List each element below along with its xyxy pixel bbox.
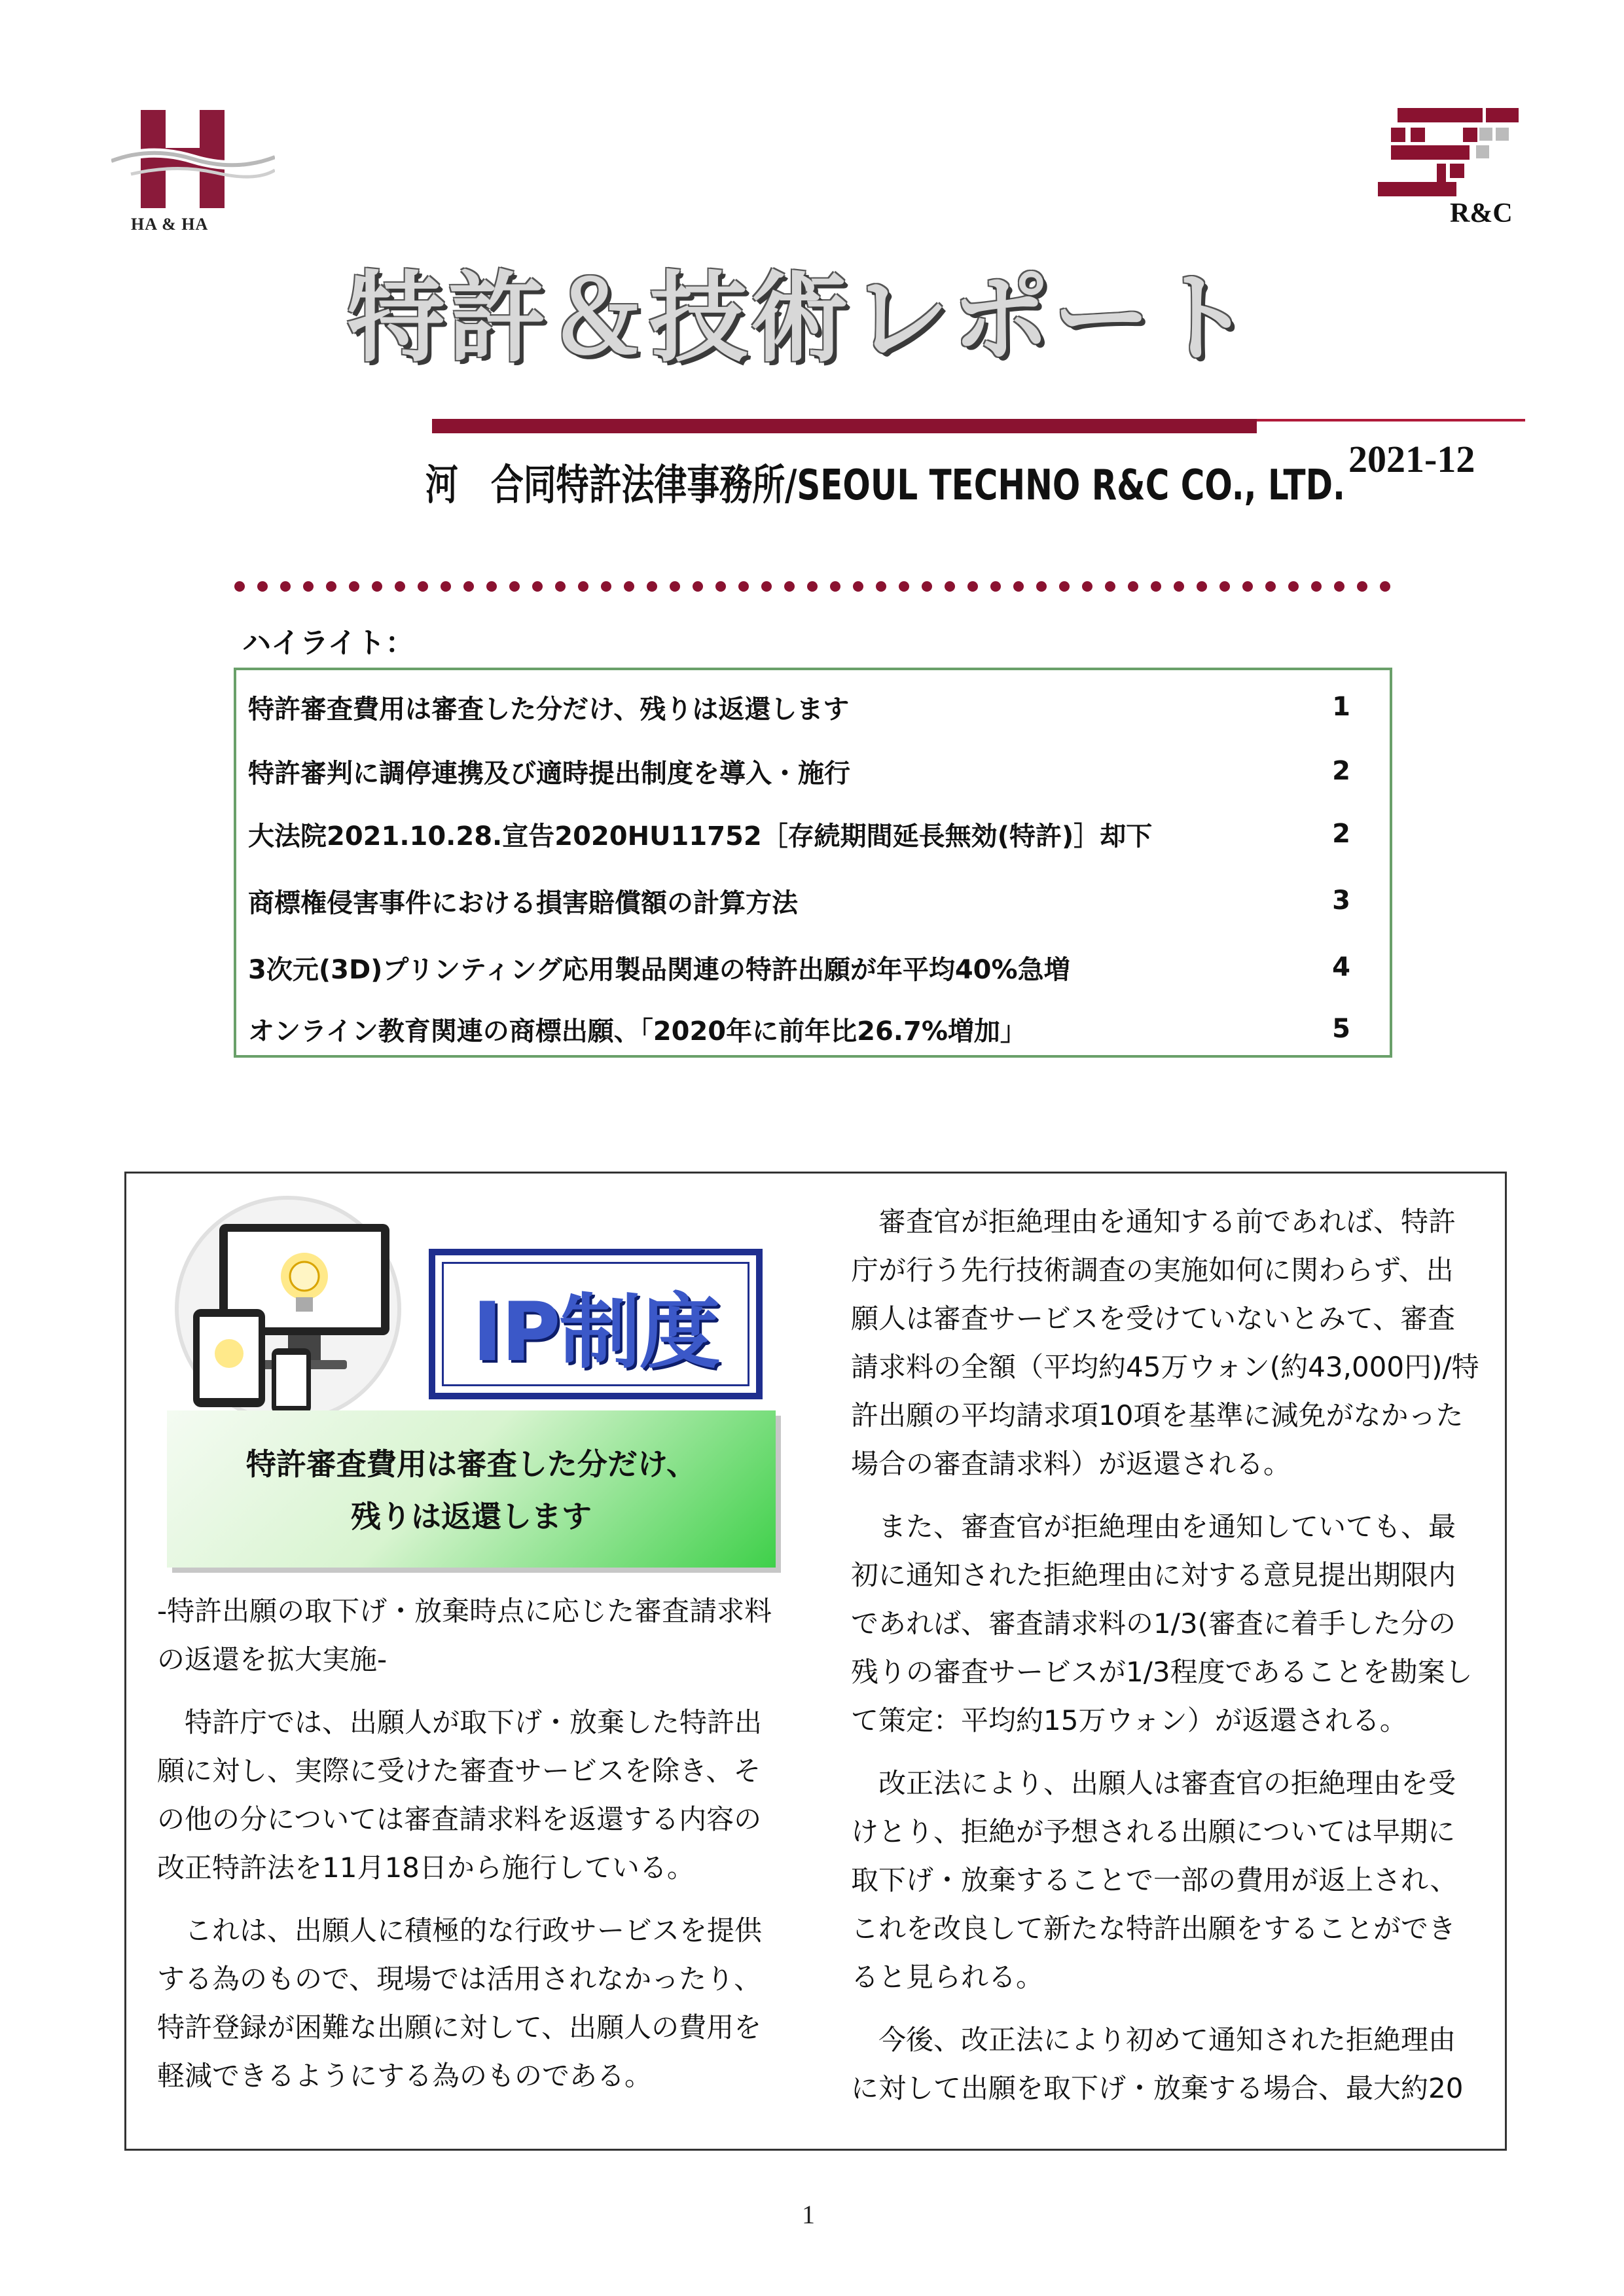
article-paragraph: これは、出願人に積極的な行政サービスを提供する為のもので、現場では活用されなかったり、特許登録が困難な出願に対して、出願人の費用を軽減できるようにする為のものである。 [157, 1914, 763, 2092]
divider-dot [1242, 581, 1253, 592]
divider-dot [1380, 581, 1390, 592]
divider-dot [807, 581, 818, 592]
highlight-title: 商標権侵害事件における損害賠償額の計算方法 [248, 888, 798, 918]
highlight-page: 2 [1332, 819, 1350, 849]
article-paragraph: 審査官が拒絶理由を通知する前であれば、特許庁が行う先行技術調査の実施如何に関わらず、出願人は審査サービスを受けていないとみて、審査請求料の全額（平均約45万ウォン(約43,000円)/特許出願の平均請求項10項を基準に減免がなかった場合の審査請求料）が返還される。 [851, 1206, 1479, 1480]
divider-dot [257, 581, 268, 592]
article-paragraph: また、審査官が拒絶理由を通知していても、最初に通知された拒絶理由に対する意見提出期限内であれば、審査請求料の1/3(審査に着手した分の残りの審査サービスが1/3程度であることを勘案して策定：平均約15万ウォン）が返還される。 [851, 1511, 1473, 1736]
highlight-heading: ハイライト： [242, 626, 414, 660]
divider-dot [1036, 581, 1047, 592]
divider-dot [1105, 581, 1115, 592]
divider-dot [945, 581, 955, 592]
divider-dot [349, 581, 359, 592]
divider-dot [555, 581, 566, 592]
divider-dot [303, 581, 314, 592]
article-headline-banner [167, 1410, 776, 1568]
title-underline-thin [1257, 419, 1525, 422]
divider-dot [601, 581, 611, 592]
article-column-left [157, 1587, 785, 2115]
divider-dot [1197, 581, 1207, 592]
divider-dot [234, 581, 245, 592]
divider-dot [486, 581, 497, 592]
divider-dot [532, 581, 543, 592]
divider-dot [624, 581, 634, 592]
divider-dot [784, 581, 795, 592]
divider-dot [1059, 581, 1070, 592]
divider-dot [372, 581, 382, 592]
divider-dot [715, 581, 726, 592]
divider-dot [1311, 581, 1322, 592]
divider-dot [1174, 581, 1184, 592]
divider-dot [395, 581, 405, 592]
highlight-title: 3次元(3D)プリンティング応用製品関連の特許出願が年平均40%急増 [248, 954, 1070, 985]
highlight-title: 特許審判に調停連携及び適時提出制度を導入・施行 [248, 758, 850, 789]
highlight-item[interactable] [248, 948, 1350, 987]
highlight-item[interactable] [248, 881, 1350, 920]
highlight-page: 2 [1332, 756, 1350, 786]
headline-line-1: 特許審査費用は審査した分だけ、 [245, 1446, 697, 1482]
issue-date: 2021-12 [1348, 438, 1475, 480]
divider-dot [876, 581, 886, 592]
divider-dot [1334, 581, 1344, 592]
devices-lightbulb-illustration [157, 1185, 432, 1433]
article-paragraph: 今後、改正法により初めて通知された拒絶理由に対して出願を取下げ・放棄する場合、最大約20 [851, 2024, 1464, 2104]
divider-dot [280, 581, 291, 592]
divider-dot [853, 581, 863, 592]
highlight-title: オンライン教育関連の商標出願、「2020年に前年比26.7%増加」 [248, 1016, 1026, 1047]
page-number: 1 [802, 2200, 815, 2229]
divider-dot [1357, 581, 1367, 592]
highlight-item[interactable] [248, 687, 1350, 726]
article-paragraph: 改正法により、出願人は審査官の拒絶理由を受けとり、拒絶が予想される出願については早期に取下げ・放棄することで一部の費用が返上され、これを改良して新たな特許出願をすることができると見られる。 [851, 1767, 1458, 1993]
divider-dot [967, 581, 978, 592]
divider-dot [441, 581, 451, 592]
article-paragraph: 特許庁では、出願人が取下げ・放棄した特許出願に対し、実際に受けた審査サービスを除き、その他の分については審査請求料を返還する内容の改正特許法を11月18日から施行している。 [157, 1706, 763, 1884]
divider-dot [830, 581, 840, 592]
highlight-title: 特許審査費用は審査した分だけ、残りは返還します [248, 694, 850, 725]
headline-line-2: 残りは返還します [351, 1499, 592, 1534]
highlight-item[interactable] [248, 1009, 1350, 1049]
highlight-title: 大法院2021.10.28.宣告2020HU11752［存続期間延長無効(特許)］却下 [248, 821, 1153, 852]
title-underline [432, 419, 1257, 433]
divider-dot [509, 581, 520, 592]
divider-dot [463, 581, 474, 592]
divider-dot [326, 581, 336, 592]
article-subtitle: -特許出願の取下げ・放棄時点に応じた審査請求料の返還を拡大実施- [157, 1595, 772, 1676]
highlight-list [234, 668, 1392, 1058]
highlight-item[interactable] [248, 814, 1350, 853]
highlight-item[interactable] [248, 751, 1350, 791]
dotted-divider [232, 579, 1391, 594]
ip-system-label: IP制度 [472, 1285, 719, 1380]
divider-dot [670, 581, 680, 592]
article-column-right [851, 1198, 1479, 2127]
firm-name: 河 合同特許法律事務所/SEOUL TECHNO R&C CO., LTD. [425, 461, 1345, 510]
divider-dot [693, 581, 703, 592]
divider-dot [1082, 581, 1092, 592]
highlight-page: 5 [1332, 1014, 1350, 1044]
divider-dot [922, 581, 932, 592]
logo-right-caption: R&C [1450, 198, 1513, 228]
divider-dot [990, 581, 1001, 592]
divider-dot [738, 581, 749, 592]
report-title: 特許＆技術レポート [347, 262, 1255, 376]
divider-dot [418, 581, 428, 592]
highlight-page: 3 [1332, 886, 1350, 916]
divider-dot [1013, 581, 1024, 592]
divider-dot [647, 581, 657, 592]
divider-dot [1265, 581, 1276, 592]
highlight-page: 1 [1332, 692, 1350, 722]
divider-dot [761, 581, 772, 592]
divider-dot [899, 581, 909, 592]
highlight-page: 4 [1332, 952, 1350, 982]
divider-dot [1219, 581, 1230, 592]
divider-dot [1151, 581, 1161, 592]
logo-left-caption: HA & HA [131, 215, 209, 234]
divider-dot [1128, 581, 1138, 592]
ip-system-badge [429, 1249, 763, 1399]
divider-dot [1288, 581, 1299, 592]
divider-dot [578, 581, 588, 592]
